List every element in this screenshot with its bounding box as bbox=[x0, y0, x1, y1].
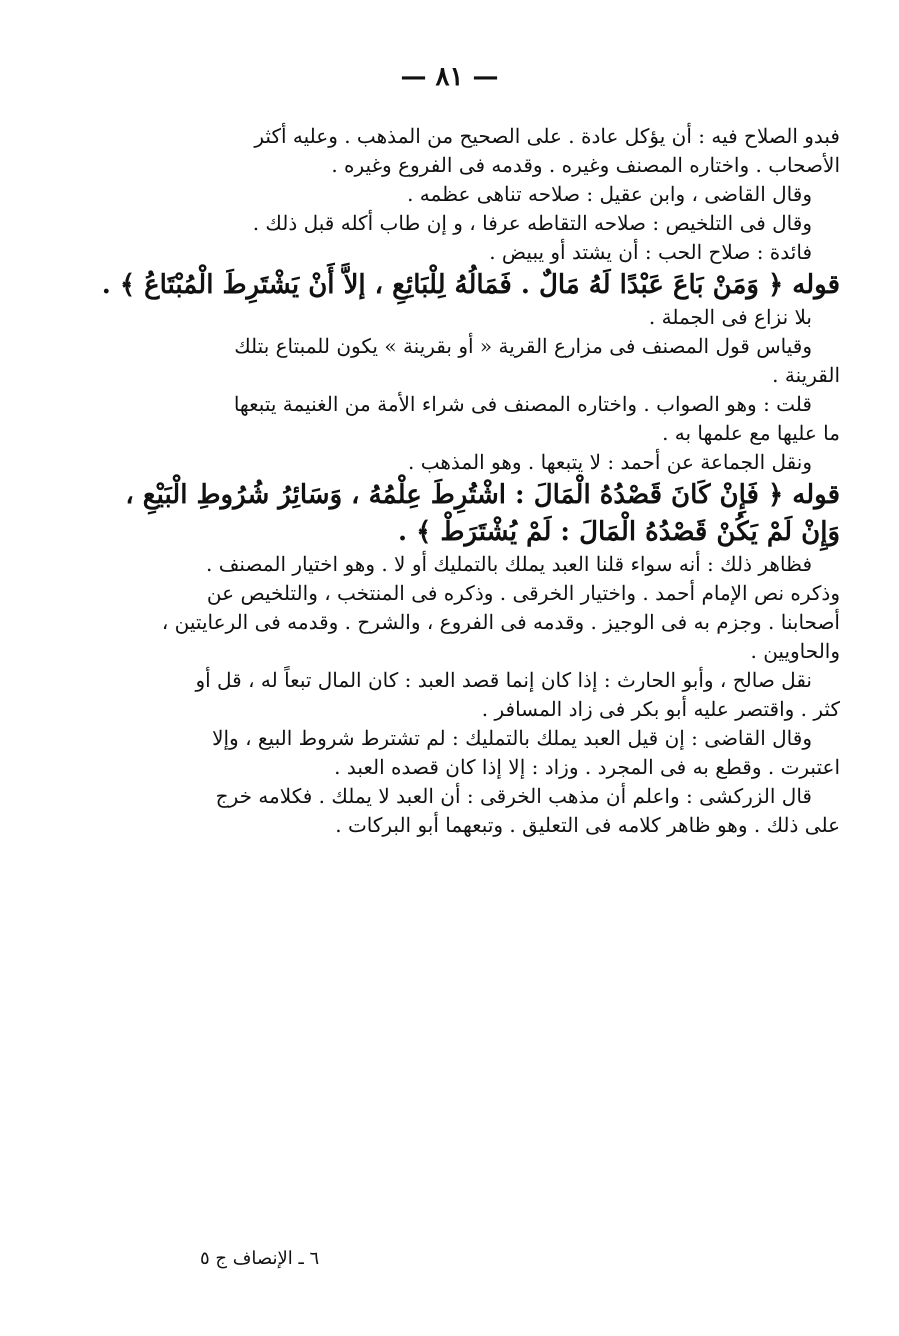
text-line: على ذلك . وهو ظاهر كلامه فى التعليق . وتبعهما أبو البركات . bbox=[335, 813, 840, 838]
text-line: القرينة . bbox=[772, 363, 840, 388]
text-line: الأصحاب . واختاره المصنف وغيره . وقدمه فى الفروع وغيره . bbox=[331, 153, 840, 177]
text-line: وقال القاضى ، وابن عقيل : صلاحه تناهى عظمه . bbox=[407, 182, 812, 206]
page-number: — ٨١ — bbox=[400, 62, 499, 92]
text-line: أصحابنا . وجزم به فى الوجيز . وقدمه فى الفروع ، والشرح . وقدمه فى الرعايتين ، bbox=[161, 610, 840, 635]
quoted-verse-line: قوله ﴿ فَإِنْ كَانَ قَصْدُهُ الْمَالَ : اشْتُرِطَ عِلْمُهُ ، وَسَائِرُ شُرُوطِ الْبَيْعِ ، bbox=[125, 480, 840, 511]
page-footer: ٦ ـ الإنصاف ج ٥ bbox=[200, 1248, 320, 1269]
text-line: ما عليها مع علمها به . bbox=[662, 421, 840, 446]
text-line: فظاهر ذلك : أنه سواء قلنا العبد يملك بالتمليك أو لا . وهو اختيار المصنف . bbox=[205, 552, 812, 577]
text-line: وذكره نص الإمام أحمد . واختيار الخرقى . وذكره فى المنتخب ، والتلخيص عن bbox=[206, 581, 840, 606]
quoted-verse-line: وَإِنْ لَمْ يَكُنْ قَصْدُهُ الْمَالَ : لَمْ يُشْتَرَطْ ﴾ . bbox=[398, 516, 840, 547]
text-line: والحاويين . bbox=[750, 639, 840, 664]
text-line: اعتبرت . وقطع به فى المجرد . وزاد : إلا إذا كان قصده العبد . bbox=[334, 755, 840, 780]
text-line: كثر . واقتصر عليه أبو بكر فى زاد المسافر . bbox=[481, 697, 840, 722]
text-line: نقل صالح ، وأبو الحارث : إذا كان إنما قصد العبد : كان المال تبعاً له ، قل أو bbox=[195, 668, 812, 693]
text-line: بلا نزاع فى الجملة . bbox=[648, 305, 812, 330]
text-line: وقال فى التلخيص : صلاحه التقاطه عرفا ، و إن طاب أكله قبل ذلك . bbox=[252, 211, 812, 235]
page-body-text bbox=[101, 122, 840, 840]
quoted-verse-line: قوله ﴿ وَمَنْ بَاعَ عَبْدًا لَهُ مَالٌ . فَمَالُهُ لِلْبَائِعِ ، إلاَّ أَنْ يَشْتَرِطَ الْمُبْتَاعُ ﴾ . bbox=[101, 270, 840, 300]
text-line: فائدة : صلاح الحب : أن يشتد أو يبيض . bbox=[489, 240, 812, 264]
text-line: قال الزركشى : واعلم أن مذهب الخرقى : أن العبد لا يملك . فكلامه خرج bbox=[215, 784, 812, 809]
text-line: وقياس قول المصنف فى مزارع القرية « أو بقرينة » يكون للمبتاع بتلك bbox=[234, 334, 812, 359]
text-line: قلت : وهو الصواب . واختاره المصنف فى شراء الأمة من الغنيمة يتبعها bbox=[233, 392, 812, 417]
text-line: وقال القاضى : إن قيل العبد يملك بالتمليك : لم تشترط شروط البيع ، وإلا bbox=[212, 726, 812, 751]
text-line: فبدو الصلاح فيه : أن يؤكل عادة . على الصحيح من المذهب . وعليه أكثر bbox=[254, 124, 840, 148]
text-line: ونقل الجماعة عن أحمد : لا يتبعها . وهو المذهب . bbox=[408, 450, 812, 475]
